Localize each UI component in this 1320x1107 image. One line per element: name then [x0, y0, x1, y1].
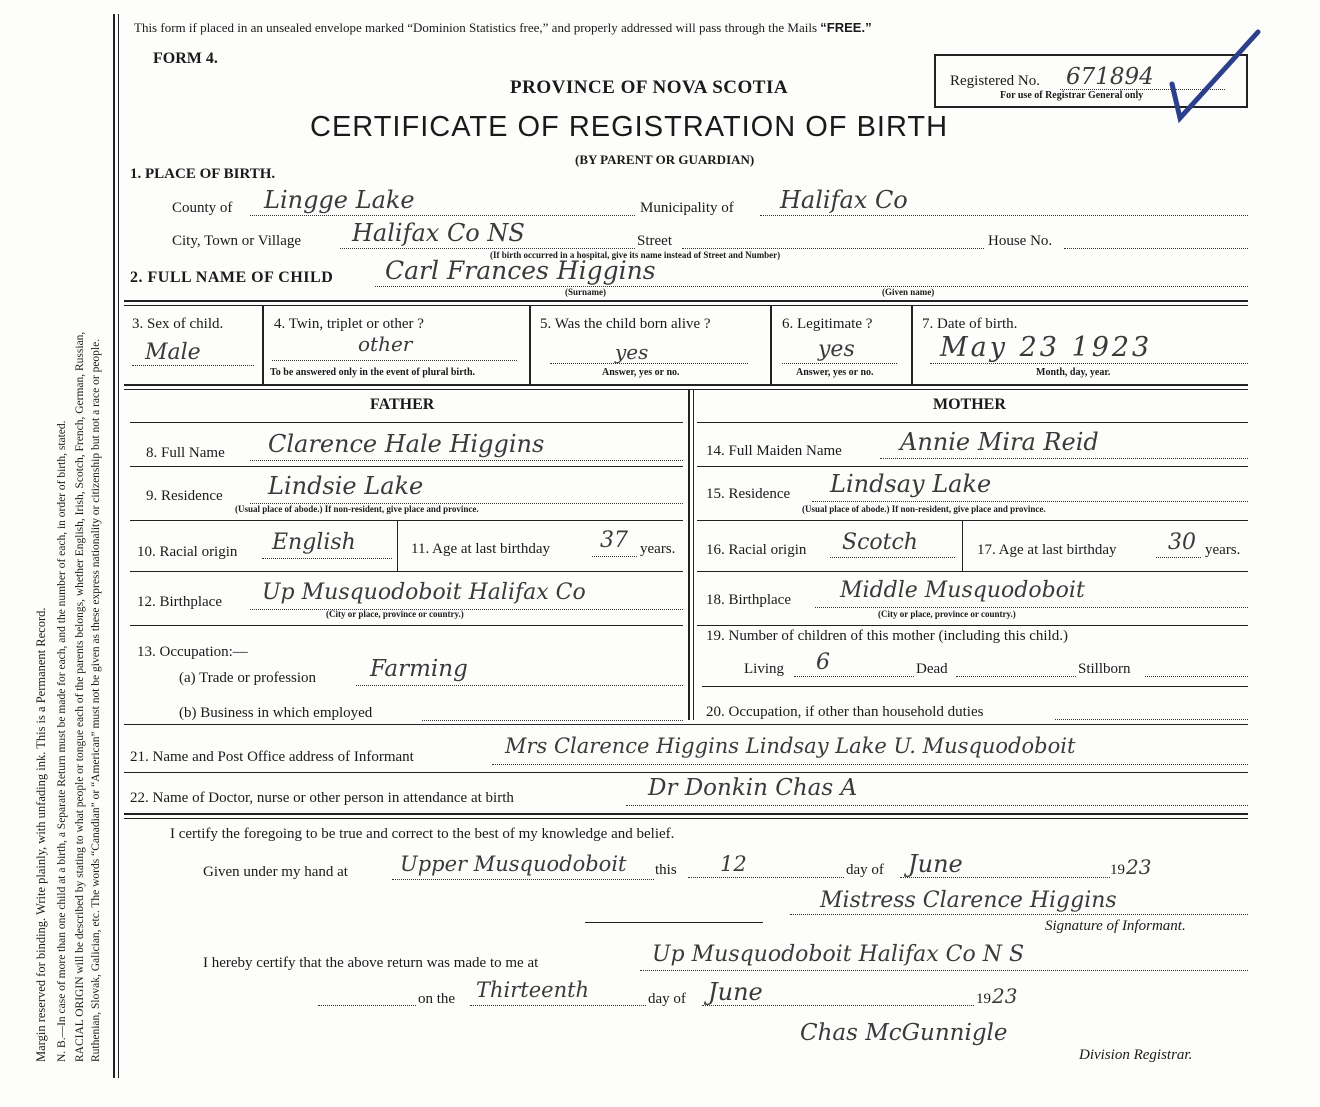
informant-label: 21. Name and Post Office address of Informant	[130, 749, 414, 765]
given-name-note: (Given name)	[882, 287, 935, 297]
dob-value: May 23 1923	[940, 332, 1153, 363]
registered-number: 671894	[1066, 64, 1154, 90]
city-label: City, Town or Village	[172, 233, 302, 249]
trade-value: Farming	[370, 656, 468, 682]
this-label: this	[655, 862, 677, 878]
mother-birthplace-line	[815, 607, 1248, 608]
father-heading-line	[130, 422, 683, 423]
certify-day-value: 12	[720, 852, 747, 876]
mother-age-line	[1156, 557, 1201, 558]
certify-day-line	[688, 877, 844, 878]
father-age-line	[592, 556, 637, 557]
father-age-label: 11. Age at last birthday	[411, 541, 550, 557]
informant-line	[492, 764, 1248, 765]
margin-racial-origin-note-2: Ruthenian, Slovak, Galician, etc. The words “Canadian” or “American” must not be given as these express nationality or citizenship but not a race or people.	[90, 338, 102, 1062]
trade-line	[356, 685, 683, 686]
given-label: Given under my hand at	[203, 864, 348, 880]
mother-residence-note: (Usual place of abode.) If non-resident, give place and province.	[802, 504, 1046, 514]
father-residence-label: 9. Residence	[146, 488, 223, 504]
registrar-day-value: Thirteenth	[476, 978, 590, 1002]
father-birthplace-note: (City or place, province or country.)	[326, 609, 464, 619]
check-mark-icon	[1150, 22, 1265, 132]
mother-age-label: 17. Age at last birthday	[977, 542, 1117, 558]
mother-row-line-3	[697, 571, 1248, 572]
short-rule	[585, 922, 763, 923]
registrar-year-value: 23	[992, 984, 1018, 1008]
mother-race-label: 16. Racial origin	[706, 542, 807, 558]
father-name-label: 8. Full Name	[146, 445, 225, 461]
mother-occupation-label: 20. Occupation, if other than household duties	[706, 704, 984, 720]
mother-occupation-line	[1055, 719, 1248, 720]
page-title: CERTIFICATE OF REGISTRATION OF BIRTH	[310, 111, 949, 143]
mail-notice-text: This form if placed in an unsealed envelope marked “Dominion Statistics free,” and properly addressed will pass through the Mails	[134, 20, 818, 35]
municipality-value: Halifax Co	[780, 186, 908, 214]
on-the-label: on the	[418, 991, 456, 1007]
registrar-place-value: Up Musquodoboit Halifax Co N S	[652, 942, 1025, 967]
dead-label: Dead	[916, 661, 948, 677]
mother-years-label: years.	[1205, 542, 1241, 558]
municipality-label: Municipality of	[640, 200, 734, 216]
informant-signature: Mistress Clarence Higgins	[820, 888, 1117, 913]
row3-sep-3	[770, 306, 772, 384]
mother-name-value: Annie Mira Reid	[900, 428, 1099, 456]
living-label: Living	[744, 661, 784, 677]
mother-row-line-2	[697, 520, 1248, 521]
father-race-value: English	[272, 530, 356, 555]
mother-race-sep	[962, 521, 963, 571]
left-border	[113, 14, 115, 1078]
registered-label: Registered No.	[950, 73, 1040, 89]
mother-row-line-1	[697, 466, 1248, 467]
county-line	[250, 215, 635, 216]
city-line	[340, 248, 635, 249]
twin-line	[272, 360, 517, 361]
business-line	[422, 720, 683, 721]
dead-line	[956, 676, 1076, 677]
mother-residence-value: Lindsay Lake	[830, 470, 992, 498]
father-years-label: years.	[640, 541, 676, 557]
alive-note: Answer, yes or no.	[602, 367, 680, 378]
father-name-line	[250, 460, 683, 461]
street-line	[682, 248, 984, 249]
certify-month-value: June	[908, 850, 963, 878]
free-label: “FREE.”	[820, 20, 872, 35]
street-label: Street	[637, 233, 672, 249]
house-number-label: House No.	[988, 233, 1053, 249]
form-number: FORM 4.	[153, 50, 218, 67]
city-value: Halifax Co NS	[352, 219, 525, 247]
father-race-line	[262, 558, 392, 559]
alive-label: 5. Was the child born alive ?	[540, 316, 711, 332]
registrar-text: I hereby certify that the above return was made to me at	[203, 955, 539, 971]
registrar-place-line	[640, 970, 1248, 971]
twin-note: To be answered only in the event of plural birth.	[270, 367, 476, 378]
mother-birthplace-label: 18. Birthplace	[706, 592, 791, 608]
alive-line	[550, 363, 748, 364]
father-birthplace-value: Up Musquodoboit Halifax Co	[262, 580, 586, 605]
father-race-label: 10. Racial origin	[137, 544, 238, 560]
mail-notice	[134, 20, 872, 36]
mother-race-value: Scotch	[842, 530, 918, 555]
place-of-birth-heading: 1. PLACE OF BIRTH.	[130, 166, 276, 182]
legitimate-note: Answer, yes or no.	[796, 367, 874, 378]
divider-2	[124, 384, 1248, 386]
mother-residence-label: 15. Residence	[706, 486, 791, 502]
mother-heading: MOTHER	[933, 396, 1006, 413]
sex-line	[132, 365, 254, 366]
sex-value: Male	[145, 340, 201, 365]
registrar-day-of-label: day of	[648, 991, 686, 1007]
municipality-line	[760, 215, 1248, 216]
county-value: Lingge Lake	[264, 186, 415, 214]
divider-5	[124, 813, 1248, 815]
mother-row-line-4	[697, 625, 1248, 626]
row3-sep-1	[262, 306, 264, 384]
left-border-inner	[118, 14, 119, 1078]
certify-year-value: 23	[1126, 855, 1152, 879]
certify-day-of-label: day of	[846, 862, 884, 878]
child-name-line	[375, 286, 1248, 287]
informant-value: Mrs Clarence Higgins Lindsay Lake U. Musquodoboit	[505, 734, 1076, 758]
divider-1b	[124, 305, 1248, 306]
mother-birthplace-value: Middle Musquodoboit	[840, 578, 1085, 603]
divider-2b	[124, 389, 1248, 390]
living-line	[794, 676, 914, 677]
father-row-line-2	[130, 520, 683, 521]
father-birthplace-label: 12. Birthplace	[137, 594, 222, 610]
doctor-line	[626, 805, 1248, 806]
divider-5b	[124, 818, 1248, 819]
page-subtitle: (BY PARENT OR GUARDIAN)	[575, 152, 755, 167]
dob-label: 7. Date of birth.	[922, 316, 1018, 332]
surname-note: (Surname)	[565, 287, 606, 297]
mother-name-label: 14. Full Maiden Name	[706, 443, 842, 459]
divider-1	[124, 300, 1248, 302]
legitimate-label: 6. Legitimate ?	[782, 316, 873, 332]
doctor-label: 22. Name of Doctor, nurse or other person in attendance at birth	[130, 790, 514, 806]
mother-age-value: 30	[1168, 530, 1196, 555]
father-residence-note: (Usual place of abode.) If non-resident, give place and province.	[235, 504, 479, 514]
divider-3	[124, 724, 1248, 725]
stillborn-line	[1145, 676, 1248, 677]
living-value: 6	[816, 650, 830, 675]
father-row-line-4	[130, 625, 683, 626]
column-divider-b	[693, 390, 694, 720]
father-race-sep	[397, 521, 398, 571]
dob-note: Month, day, year.	[1036, 367, 1111, 378]
trade-label: (a) Trade or profession	[179, 670, 317, 686]
legitimate-line	[782, 363, 897, 364]
sex-label: 3. Sex of child.	[132, 316, 224, 332]
row3-sep-2	[529, 306, 531, 384]
margin-racial-origin-note: RACIAL ORIGIN will be described by stating to what people or tongue each of the parents belongs, whether English, Irish, Scotch, French, German, Russian,	[74, 331, 86, 1062]
stillborn-label: Stillborn	[1078, 661, 1131, 677]
column-divider	[688, 390, 690, 720]
mother-row-line-5	[702, 686, 1248, 687]
house-number-line	[1064, 248, 1248, 249]
twin-label: 4. Twin, triplet or other ?	[274, 316, 424, 332]
registrar-signature: Chas McGunnigle	[800, 1020, 1008, 1046]
registrar-month-value: June	[708, 978, 763, 1006]
child-name-value: Carl Frances Higgins	[385, 256, 656, 285]
informant-signature-line	[790, 914, 1248, 915]
twin-value: other	[358, 332, 413, 356]
mother-birthplace-note: (City or place, province or country.)	[878, 609, 1016, 619]
certify-year-prefix: 19	[1110, 862, 1125, 878]
registrar-year-prefix: 19	[976, 991, 991, 1007]
business-label: (b) Business in which employed	[179, 705, 373, 721]
father-age-value: 37	[600, 528, 628, 553]
province-heading: PROVINCE OF NOVA SCOTIA	[510, 77, 789, 98]
legitimate-value: yes	[818, 337, 855, 362]
informant-signature-label: Signature of Informant.	[1045, 918, 1186, 934]
mother-race-line	[830, 557, 955, 558]
registrar-use-note: For use of Registrar General only	[1000, 90, 1144, 101]
father-heading: FATHER	[370, 396, 435, 413]
father-residence-value: Lindsie Lake	[268, 472, 424, 500]
margin-plural-birth-note: N. B.—In case of more than one child at a birth, a Separate Return must be made for each, and the number of each, in order of birth, stated.	[56, 420, 68, 1062]
row3-sep-4	[911, 306, 913, 384]
registrar-signature-label: Division Registrar.	[1079, 1047, 1193, 1063]
father-row-line-1	[130, 466, 683, 467]
father-row-line-3	[130, 571, 683, 572]
mother-heading-line	[697, 422, 1248, 423]
margin-binding-note: Margin reserved for binding. Write plainly, with unfading ink. This is a Permanent Record.	[34, 607, 48, 1062]
child-name-label: 2. FULL NAME OF CHILD	[130, 269, 334, 286]
father-occupation-label: 13. Occupation:—	[137, 644, 248, 660]
mother-name-line	[880, 458, 1248, 459]
children-count-label: 19. Number of children of this mother (including this child.)	[706, 628, 1069, 644]
certify-text: I certify the foregoing to be true and correct to the best of my knowledge and belief.	[170, 826, 675, 842]
dob-line	[930, 363, 1248, 364]
hospital-note: (If birth occurred in a hospital, give its name instead of Street and Number)	[490, 250, 781, 260]
county-label: County of	[172, 200, 233, 216]
doctor-value: Dr Donkin Chas A	[648, 775, 858, 801]
registrar-day-line	[470, 1005, 646, 1006]
father-name-value: Clarence Hale Higgins	[268, 430, 545, 458]
registrar-lead-line	[318, 1005, 416, 1006]
divider-4	[124, 772, 1248, 773]
given-place-value: Upper Musquodoboit	[400, 852, 627, 876]
alive-value: yes	[615, 340, 649, 364]
given-place-line	[392, 879, 654, 880]
mother-residence-line	[812, 501, 1248, 502]
father-birthplace-line	[250, 609, 683, 610]
